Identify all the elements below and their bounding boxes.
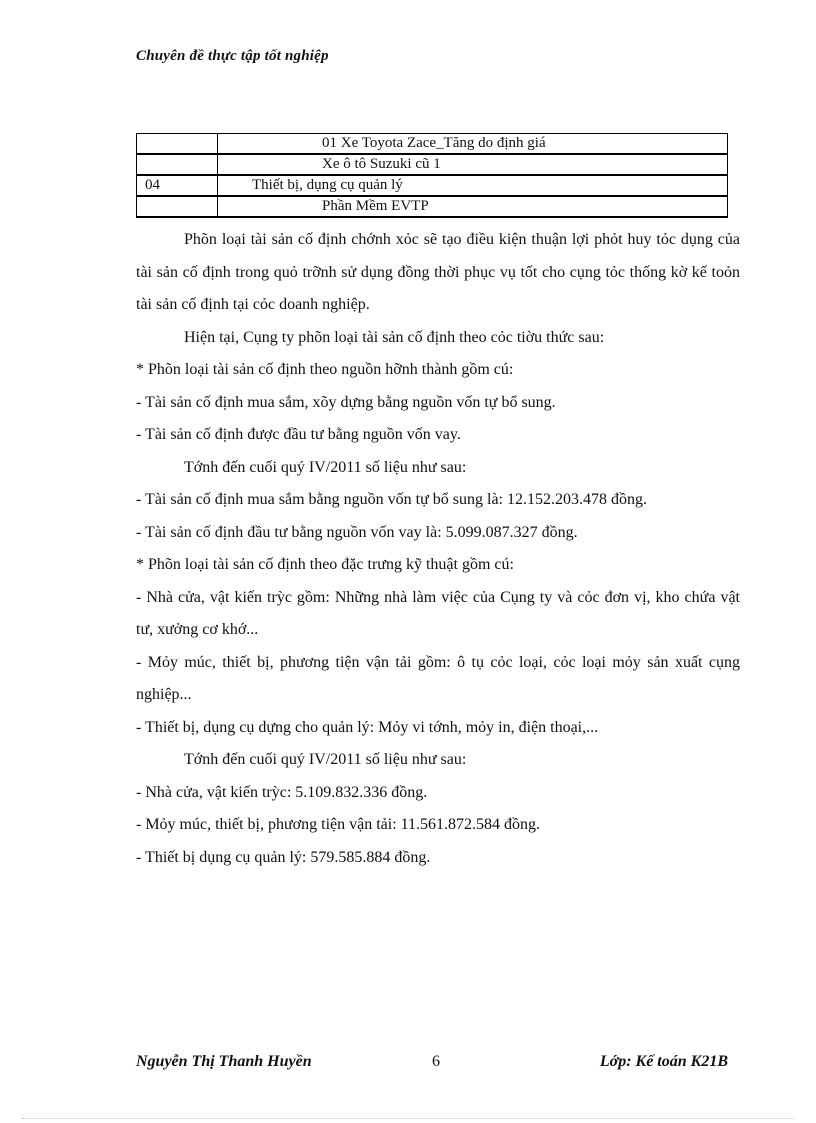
page-edge-divider — [22, 1118, 794, 1119]
asset-table — [136, 133, 728, 218]
paragraph: * Phõn loại tài sản cố định theo đặc trưng kỹ thuật gồm cú: — [136, 556, 514, 573]
page-header: Chuyên đề thực tập tốt nghiệp — [136, 48, 329, 64]
page-footer — [136, 1053, 728, 1075]
paragraph: Hiện tại, Cụng ty phõn loại tài sản cố định theo cỏc tiờu thức sau: — [184, 328, 605, 346]
table-row — [137, 154, 728, 175]
table-cell: 04 — [137, 175, 218, 196]
footer-author: Nguyễn Thị Thanh Huyền — [136, 1053, 312, 1070]
table-row — [137, 196, 728, 217]
paragraph: Tớnh đến cuối quý IV/2011 số liệu như sau: — [184, 751, 467, 768]
table-cell: 01 Xe Toyota Zace_Tăng do định giá — [218, 134, 728, 155]
paragraph: - Thiết bị dụng cụ quản lý: 579.585.884 đồng. — [136, 848, 431, 866]
paragraph: - Tài sản cố định mua sắm, xõy dựng bằng nguồn vốn tự bổ sung. — [136, 393, 556, 411]
table-row — [137, 134, 728, 155]
paragraph: - Nhà cửa, vật kiến trỳc gồm: Những nhà làm việc của Cụng ty và cỏc đơn vị, kho chứa vật tư, xưởng cơ khớ... — [136, 588, 740, 638]
body-text — [136, 224, 740, 874]
table-cell — [137, 154, 218, 175]
paragraph: - Nhà cửa, vật kiến trỳc: 5.109.832.336 đồng. — [136, 783, 428, 801]
table-cell: Phần Mềm EVTP — [218, 196, 728, 217]
paragraph: Phõn loại tài sản cố định chớnh xỏc sẽ tạo điều kiện thuận lợi phỏt huy tỏc dụng của tài sản cố định trong quỏ trỡnh sử dụng đồng thời phục vụ tốt cho cụng tỏc thống kờ kế toỏn tài sản cố định tại cỏc doanh nghiệp. — [136, 231, 740, 313]
table-cell — [137, 134, 218, 155]
paragraph: - Thiết bị, dụng cụ dựng cho quản lý: Mỏy vi tớnh, mỏy in, điện thoại,... — [136, 718, 599, 736]
table-row — [137, 175, 728, 196]
table-cell: Xe ô tô Suzuki cũ 1 — [218, 154, 728, 175]
paragraph: - Tài sản cố định đầu tư bằng nguồn vốn vay là: 5.099.087.327 đồng. — [136, 523, 578, 541]
paragraph: * Phõn loại tài sản cố định theo nguồn hỡnh thành gồm cú: — [136, 361, 514, 378]
page-number: 6 — [432, 1053, 440, 1070]
table-cell: Thiết bị, dụng cụ quản lý — [218, 175, 728, 196]
table-cell — [137, 196, 218, 217]
paragraph: - Tài sản cố định mua sắm bằng nguồn vốn tự bổ sung là: 12.152.203.478 đồng. — [136, 491, 647, 508]
paragraph: Tớnh đến cuối quý IV/2011 số liệu như sau: — [184, 458, 467, 476]
paragraph: - Mỏy múc, thiết bị, phương tiện vận tải gồm: ô tụ cỏc loại, cỏc loại mỏy sản xuất cụng nghiệp... — [136, 653, 740, 703]
paragraph: - Tài sản cố định được đầu tư bằng nguồn vốn vay. — [136, 426, 461, 443]
paragraph: - Mỏy múc, thiết bị, phương tiện vận tải: 11.561.872.584 đồng. — [136, 816, 541, 833]
footer-class: Lớp: Kế toán K21B — [599, 1053, 728, 1070]
